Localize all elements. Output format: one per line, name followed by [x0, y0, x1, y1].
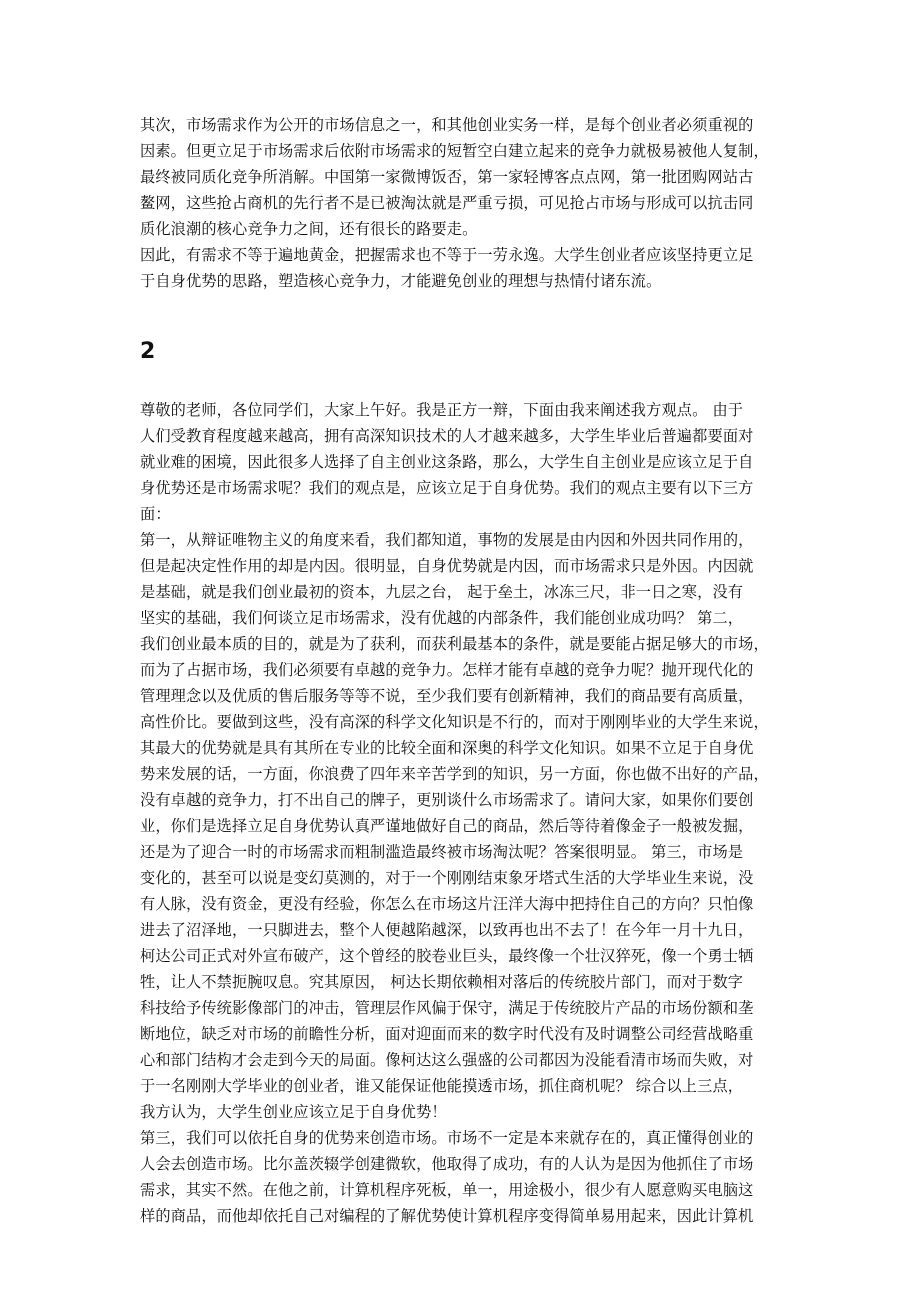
text-line: 面： — [140, 505, 171, 523]
text-line: 我方认为，大学生创业应该立足于自身优势！ — [140, 1103, 447, 1121]
text-line: 第三，我们可以依托自身的优势来创造市场。市场不一定是本来就存在的，真正懂得创业的 — [140, 1129, 754, 1147]
section-number: 2 — [140, 339, 156, 364]
text-line: 管理理念以及优质的售后服务等等不说，至少我们要有创新精神，我们的商品要有高质量， — [140, 687, 754, 705]
text-line: 心和部门结构才会走到今天的局面。像柯达这么强盛的公司都因为没能看清市场而失败，对 — [140, 1051, 754, 1069]
text-line: 但是起决定性作用的却是内因。很明显，自身优势就是内因，而市场需求只是外因。内因就 — [140, 557, 754, 575]
text-line: 高性价比。要做到这些，没有高深的科学文化知识是不行的，而对于刚刚毕业的大学生来说， — [140, 713, 769, 731]
text-line: 而为了占据市场，我们必须要有卓越的竞争力。怎样才能有卓越的竞争力呢？抛开现代化的 — [140, 661, 754, 679]
text-block-intro — [140, 112, 800, 294]
text-line: 进去了沼泽地，一只脚进去，整个人便越陷越深，以致再也出不去了！在今年一月十九日， — [140, 921, 754, 939]
text-line: 人们受教育程度越来越高，拥有高深知识技术的人才越来越多，大学生毕业后普遍都要面对 — [140, 427, 754, 445]
text-line: 有人脉，没有资金，更没有经验，你怎么在市场这片汪洋大海中把持住自己的方向？只怕像 — [140, 895, 754, 913]
text-line: 就业难的困境，因此很多人选择了自主创业这条路，那么，大学生自主创业是应该立足于自 — [140, 453, 754, 471]
text-line: 身优势还是市场需求呢？我们的观点是，应该立足于自身优势。我们的观点主要有以下三方 — [140, 479, 754, 497]
text-line: 鳌网，这些抢占商机的先行者不是已被淘汰就是严重亏损，可见抢占市场与形成可以抗击同 — [140, 194, 754, 212]
text-line: 是基础，就是我们创业最初的资本，九层之台， 起于垒土，冰冻三尺，非一日之寒，没有 — [140, 583, 744, 601]
text-line: 坚实的基础，我们何谈立足市场需求，没有优越的内部条件，我们能创业成功吗？ 第二， — [140, 609, 744, 627]
text-block-debate-speech — [140, 397, 800, 1229]
text-line: 科技给予传统影像部门的冲击，管理层作风偏于保守，满足于传统胶片产品的市场份额和垄 — [140, 999, 754, 1017]
text-line: 断地位，缺乏对市场的前瞻性分析，面对迎面而来的数字时代没有及时调整公司经营战略重 — [140, 1025, 754, 1043]
text-line: 样的商品，而他却依托自己对编程的了解优势使计算机程序变得简单易用起来，因此计算机 — [140, 1207, 754, 1225]
text-line: 质化浪潮的核心竞争力之间，还有很长的路要走。 — [140, 220, 478, 238]
text-line: 变化的，甚至可以说是变幻莫测的，对于一个刚刚结束象牙塔式生活的大学毕业生来说，没 — [140, 869, 754, 887]
text-line: 于一名刚刚大学毕业的创业者，谁又能保证他能摸透市场，抓住商机呢？ 综合以上三点， — [140, 1077, 744, 1095]
text-line: 需求，其实不然。在他之前，计算机程序死板，单一，用途极小，很少有人愿意购买电脑这 — [140, 1181, 754, 1199]
text-line: 人会去创造市场。比尔盖茨辍学创建微软，他取得了成功，有的人认为是因为他抓住了市场 — [140, 1155, 754, 1173]
text-line: 于自身优势的思路，塑造核心竞争力，才能避免创业的理想与热情付诸东流。 — [140, 272, 662, 290]
text-line: 因素。但更立足于市场需求后依附市场需求的短暂空白建立起来的竞争力就极易被他人复制， — [140, 142, 769, 160]
text-line: 最终被同质化竞争所消解。中国第一家微博饭否，第一家轻博客点点网，第一批团购网站古 — [140, 168, 754, 186]
text-line: 尊敬的老师，各位同学们，大家上午好。我是正方一辩，下面由我来阐述我方观点。 由于 — [140, 401, 744, 419]
text-line: 还是为了迎合一时的市场需求而粗制滥造最终被市场淘汰呢？答案很明显。 第三，市场是 — [140, 843, 744, 861]
text-line: 势来发展的话，一方面，你浪费了四年来辛苦学到的知识，另一方面，你也做不出好的产品， — [140, 765, 769, 783]
text-line: 业，你们是选择立足自身优势认真严谨地做好自己的商品，然后等待着像金子一般被发掘， — [140, 817, 754, 835]
text-line: 牲，让人不禁扼腕叹息。究其原因， 柯达长期依赖相对落后的传统胶片部门，而对于数字 — [140, 973, 744, 991]
text-line: 其次，市场需求作为公开的市场信息之一，和其他创业实务一样，是每个创业者必须重视的 — [140, 116, 754, 134]
text-line: 因此，有需求不等于遍地黄金，把握需求也不等于一劳永逸。大学生创业者应该坚持更立足 — [140, 246, 754, 264]
text-line: 柯达公司正式对外宣布破产，这个曾经的胶卷业巨头，最终像一个壮汉猝死，像一个勇士牺 — [140, 947, 754, 965]
text-line: 第一，从辩证唯物主义的角度来看，我们都知道，事物的发展是由内因和外因共同作用的， — [140, 531, 754, 549]
text-line: 我们创业最本质的目的，就是为了获利，而获利最基本的条件，就是要能占据足够大的市场， — [140, 635, 769, 653]
text-line: 没有卓越的竞争力，打不出自己的牌子，更别谈什么市场需求了。请问大家，如果你们要创 — [140, 791, 754, 809]
text-line: 其最大的优势就是具有其所在专业的比较全面和深奥的科学文化知识。如果不立足于自身优 — [140, 739, 754, 757]
